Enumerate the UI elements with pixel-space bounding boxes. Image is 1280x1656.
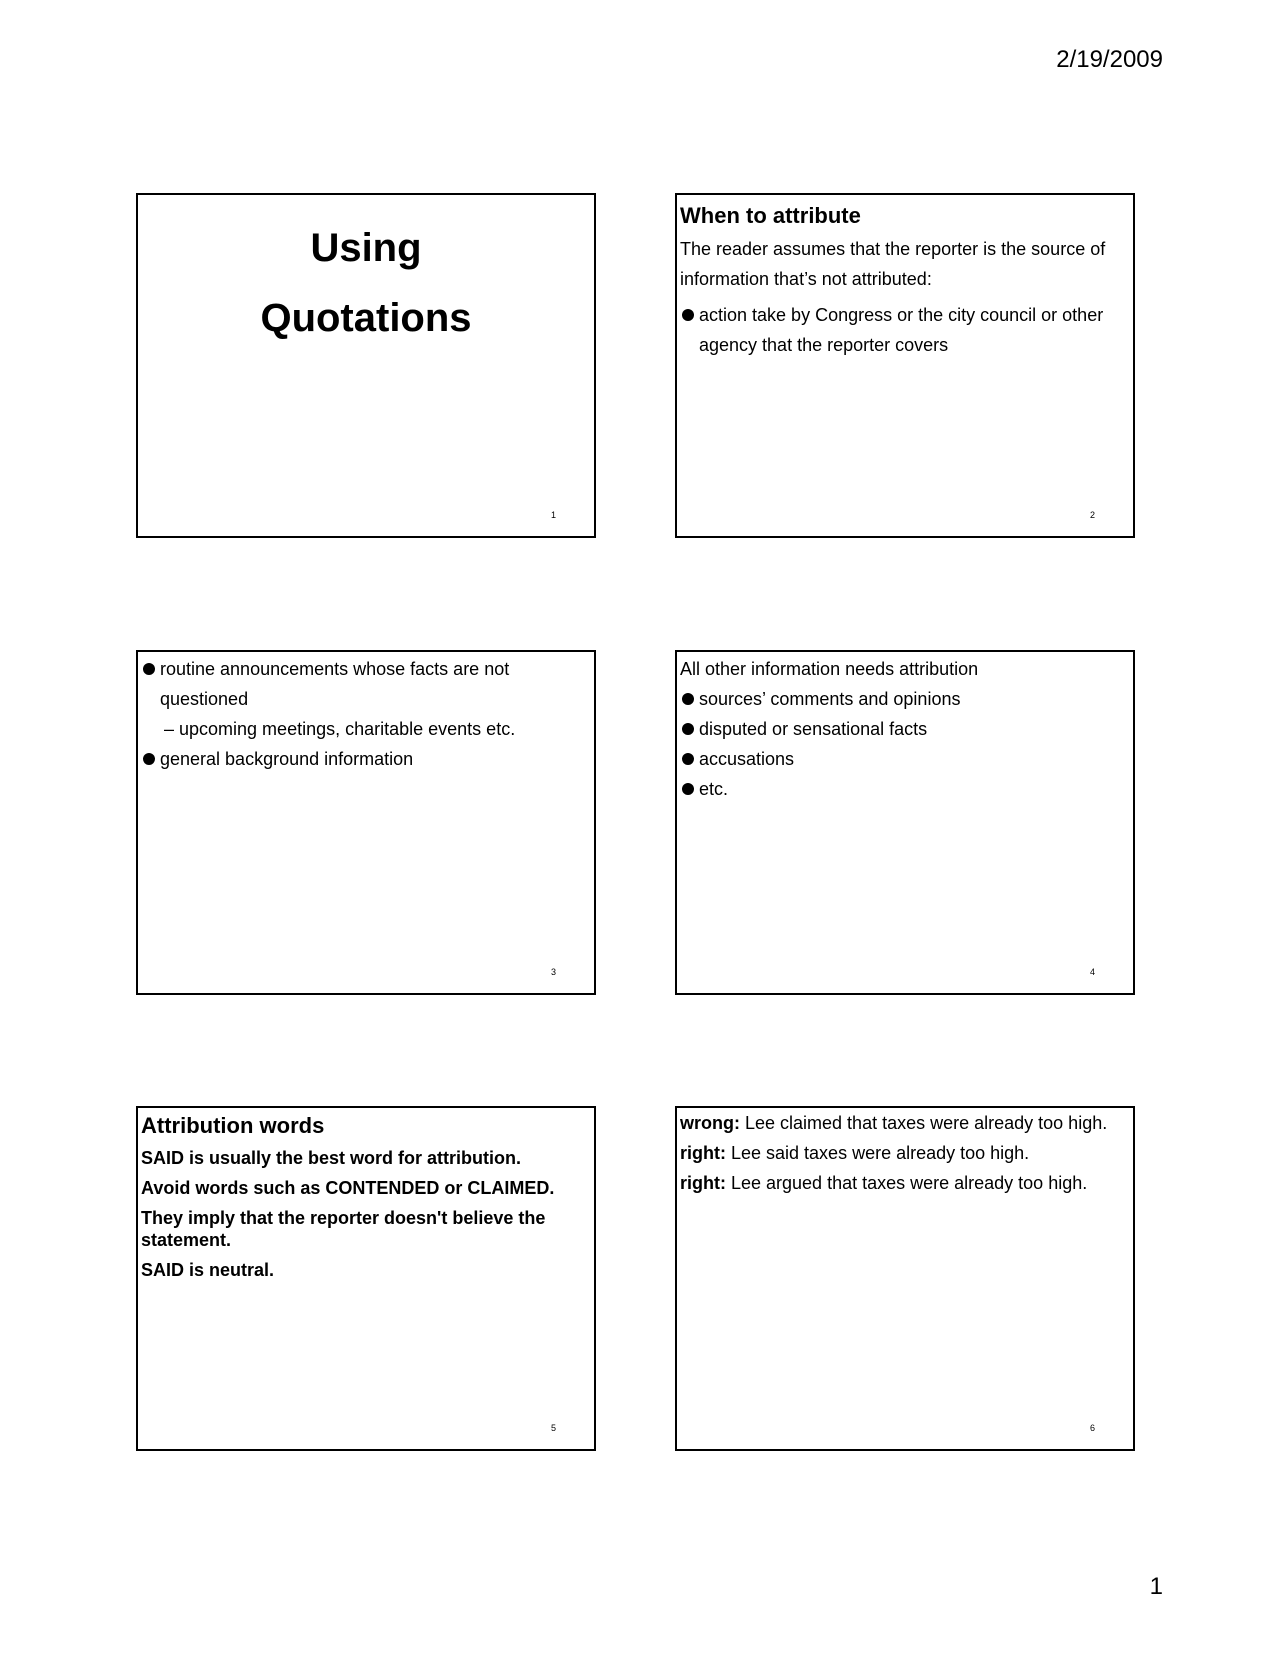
bullet-item (680, 300, 1131, 360)
slide-1 (136, 193, 596, 538)
bullet-icon (143, 663, 155, 675)
bullet-item (680, 684, 1131, 714)
example-label: right: (680, 1173, 726, 1193)
slide-6 (675, 1106, 1135, 1451)
sub-bullet-item: – upcoming meetings, charitable events etc. (164, 719, 516, 739)
bullet-text: sources’ comments and opinions (699, 689, 961, 709)
bullet-text: etc. (699, 779, 729, 799)
bullet-item (680, 744, 1131, 774)
example-line (680, 1142, 1131, 1164)
bullet-text: action take by Congress or the city council or other agency that the reporter covers (699, 305, 1104, 355)
slide-line: They imply that the reporter doesn't believe the statement. (141, 1208, 546, 1250)
slide-line: Avoid words such as CONTENDED or CLAIMED. (141, 1178, 555, 1198)
slide-number: 5 (550, 1423, 556, 1433)
slide-line: SAID is usually the best word for attribution. (141, 1148, 522, 1168)
slide-paragraph: The reader assumes that the reporter is the source of information that’s not attributed: (680, 239, 1106, 289)
example-text: Lee argued that taxes were already too high. (725, 1173, 1088, 1193)
example-label: wrong: (680, 1113, 740, 1133)
example-text: Lee claimed that taxes were already too high. (740, 1113, 1108, 1133)
bullet-item (680, 714, 1131, 744)
bullet-item (141, 654, 592, 714)
slide-title (138, 213, 594, 353)
bullet-icon (682, 783, 694, 795)
example-line (680, 1112, 1131, 1134)
slide-number: 4 (1089, 967, 1095, 977)
example-line (680, 1172, 1131, 1194)
bullet-icon (682, 753, 694, 765)
slide-heading: Attribution words (141, 1113, 325, 1138)
bullet-item (680, 774, 1131, 804)
bullet-text: disputed or sensational facts (699, 719, 928, 739)
page-number: 1 (1149, 1573, 1163, 1600)
document-date: 2/19/2009 (1056, 46, 1163, 73)
bullet-text: routine announcements whose facts are not questioned (160, 659, 510, 709)
slide-heading: When to attribute (680, 203, 861, 228)
bullet-icon (682, 723, 694, 735)
slide-number: 1 (550, 510, 556, 520)
slide-number: 6 (1089, 1423, 1095, 1433)
title-line-2: Quotations (260, 296, 472, 340)
slide-5 (136, 1106, 596, 1451)
slide-number: 3 (550, 967, 556, 977)
bullet-item (141, 744, 592, 774)
slide-4 (675, 650, 1135, 995)
slide-3 (136, 650, 596, 995)
slide-paragraph: All other information needs attribution (680, 659, 979, 679)
title-line-1: Using (310, 226, 422, 270)
bullet-icon (682, 309, 694, 321)
bullet-icon (682, 693, 694, 705)
slide-line: SAID is neutral. (141, 1260, 275, 1280)
example-label: right: (680, 1143, 726, 1163)
slide-2 (675, 193, 1135, 538)
bullet-text: accusations (699, 749, 795, 769)
slide-number: 2 (1089, 510, 1095, 520)
bullet-icon (143, 753, 155, 765)
example-text: Lee said taxes were already too high. (725, 1143, 1030, 1163)
bullet-text: general background information (160, 749, 414, 769)
